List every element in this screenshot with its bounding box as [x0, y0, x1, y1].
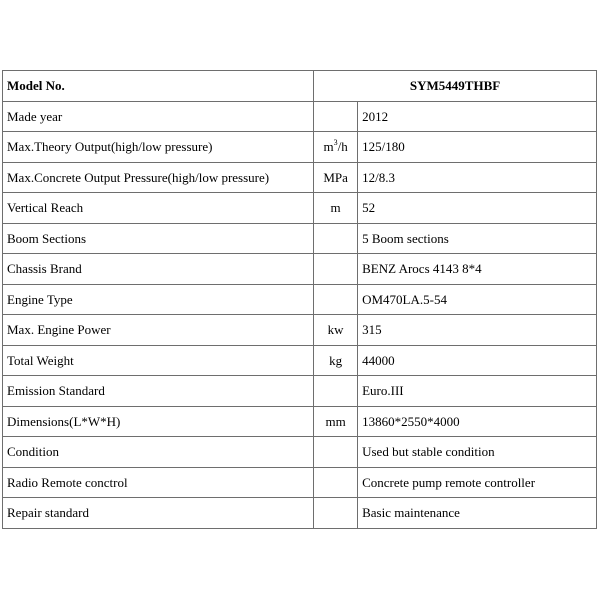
param-value: OM470LA.5-54 [358, 284, 597, 315]
param-name: Dimensions(L*W*H) [3, 406, 314, 437]
model-no-label: Model No. [3, 71, 314, 102]
table-row [3, 284, 597, 315]
param-name: Engine Type [3, 284, 314, 315]
param-value: 5 Boom sections [358, 223, 597, 254]
param-name: Made year [3, 101, 314, 132]
table-row [3, 315, 597, 346]
table-row [3, 406, 597, 437]
param-name: Max.Theory Output(high/low pressure) [3, 132, 314, 163]
param-value: 125/180 [358, 132, 597, 163]
param-value: 13860*2550*4000 [358, 406, 597, 437]
param-name: Emission Standard [3, 376, 314, 407]
param-name: Max.Concrete Output Pressure(high/low pressure) [3, 162, 314, 193]
param-unit [314, 101, 358, 132]
table-row [3, 223, 597, 254]
param-name: Chassis Brand [3, 254, 314, 285]
table-row [3, 162, 597, 193]
spec-table [2, 70, 597, 529]
table-row [3, 345, 597, 376]
model-no-value: SYM5449THBF [314, 71, 597, 102]
param-unit [314, 254, 358, 285]
param-name: Max. Engine Power [3, 315, 314, 346]
table-row [3, 193, 597, 224]
param-unit [314, 376, 358, 407]
param-value: BENZ Arocs 4143 8*4 [358, 254, 597, 285]
table-row [3, 101, 597, 132]
param-value: 12/8.3 [358, 162, 597, 193]
param-unit: MPa [314, 162, 358, 193]
param-unit: m [314, 193, 358, 224]
param-unit: kg [314, 345, 358, 376]
param-name: Condition [3, 437, 314, 468]
table-header-row [3, 71, 597, 102]
param-unit [314, 498, 358, 529]
param-value: Concrete pump remote controller [358, 467, 597, 498]
table-row [3, 437, 597, 468]
param-value: 2012 [358, 101, 597, 132]
param-value: Euro.III [358, 376, 597, 407]
table-row [3, 467, 597, 498]
table-row [3, 132, 597, 163]
param-unit [314, 437, 358, 468]
param-value: 52 [358, 193, 597, 224]
param-unit [314, 467, 358, 498]
param-value: Used but stable condition [358, 437, 597, 468]
param-unit: mm [314, 406, 358, 437]
param-value: Basic maintenance [358, 498, 597, 529]
param-value: 315 [358, 315, 597, 346]
table-row [3, 376, 597, 407]
param-name: Radio Remote conctrol [3, 467, 314, 498]
table-row [3, 498, 597, 529]
param-name: Boom Sections [3, 223, 314, 254]
unit-base: m [323, 139, 334, 155]
param-unit [314, 132, 358, 163]
unit-superscript: 3 [333, 137, 338, 147]
param-name: Total Weight [3, 345, 314, 376]
param-unit [314, 284, 358, 315]
param-unit: kw [314, 315, 358, 346]
unit-suffix: /h [337, 139, 348, 155]
table-row [3, 254, 597, 285]
param-unit [314, 223, 358, 254]
param-value: 44000 [358, 345, 597, 376]
param-name: Vertical Reach [3, 193, 314, 224]
param-name: Repair standard [3, 498, 314, 529]
